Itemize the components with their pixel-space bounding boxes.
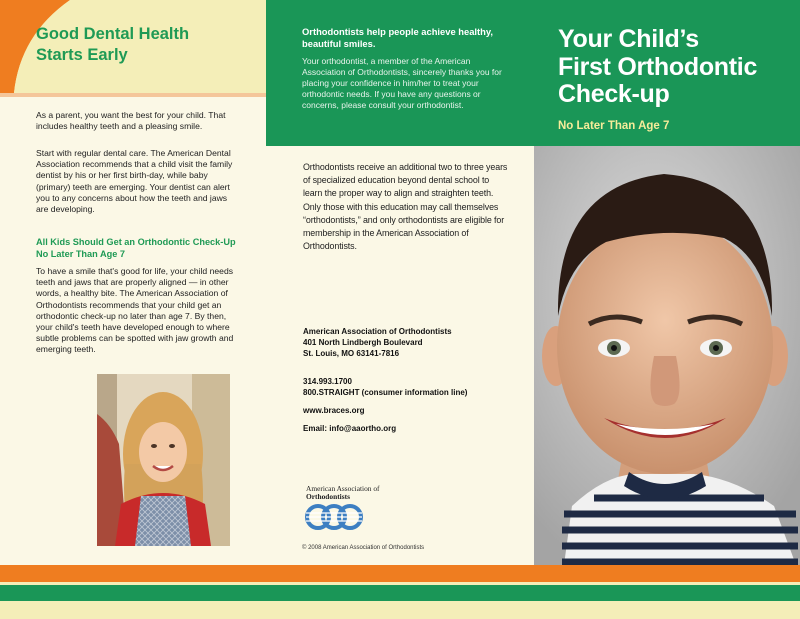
girl-illustration xyxy=(97,374,230,546)
cover-title xyxy=(558,26,757,109)
left-title-line1: Good Dental Health xyxy=(36,25,190,43)
address-street: 401 North Lindbergh Boulevard xyxy=(303,338,423,348)
left-header-rule xyxy=(0,93,266,97)
middle-education-paragraph: Orthodontists receive an additional two to three years of specialized education beyond dental school to learn the proper way to align and straighten teeth. Only those with this education may call themselves “orthodontists,” and only orthodontists are eligible for membership in the American Association of Orthodontists. xyxy=(303,162,508,252)
boy-illustration xyxy=(534,146,800,565)
left-subheading-line2: No Later Than Age 7 xyxy=(36,249,125,259)
left-intro-paragraph: As a parent, you want the best for your child. That includes healthy teeth and a pleasing smile. xyxy=(36,110,226,132)
phone-main: 314.993.1700 xyxy=(303,377,352,386)
left-subheading xyxy=(36,236,236,260)
left-subheading-line1: All Kids Should Get an Orthodontic Check-Up xyxy=(36,237,236,247)
bottom-green-stripe xyxy=(0,585,800,601)
website-link[interactable]: www.braces.org xyxy=(303,406,365,415)
email-link[interactable]: Email: info@aaortho.org xyxy=(303,424,397,433)
left-title xyxy=(36,24,189,66)
address-city: St. Louis, MO 63141-7816 xyxy=(303,349,400,359)
aao-logo-wordmark xyxy=(306,485,379,501)
left-title-line2: Starts Early xyxy=(36,46,128,64)
cover-title-line3: Check-up xyxy=(558,80,670,108)
aao-logo-icon xyxy=(304,502,364,532)
address-org: American Association of Orthodontists xyxy=(303,327,452,336)
phone-block xyxy=(303,376,467,398)
bottom-cream-stripe xyxy=(0,601,800,619)
cover-title-line1: Your Child’s xyxy=(558,25,699,53)
left-dental-care-paragraph: Start with regular dental care. The American Dental Association recommends that a child visit the family dentist by his or her first birth-day, while baby (primary) teeth are emerging. Your dentist can alert you to any concerns about how the teeth and jaws are developing. xyxy=(36,148,233,215)
middle-green-body: Your orthodontist, a member of the American Association of Orthodontists, sincerely thanks you for placing your confidence in him/her to treat your orthodontic needs. If you have any questions or concerns, please consult your orthodontist. xyxy=(302,56,502,110)
bottom-orange-stripe xyxy=(0,565,800,582)
phone-consumer-line: 800.STRAIGHT (consumer information line) xyxy=(303,388,468,398)
cover-title-line2: First Orthodontic xyxy=(558,52,758,81)
aao-address xyxy=(303,326,452,360)
boy-photo xyxy=(534,146,800,565)
middle-green-block xyxy=(266,0,534,146)
right-green-block xyxy=(534,0,800,146)
aao-logo-line2: Orthodontists xyxy=(306,492,350,501)
left-header-band xyxy=(0,0,266,93)
panel-left xyxy=(0,0,266,565)
aao-logo-line1: American Association of xyxy=(306,484,380,493)
middle-green-heading: Orthodontists help people achieve healthy, beautiful smiles. xyxy=(302,26,494,49)
girl-photo xyxy=(97,374,230,546)
copyright-notice: © 2008 American Association of Orthodontists xyxy=(302,545,425,551)
cover-subtitle: No Later Than Age 7 xyxy=(558,120,670,132)
left-checkup-paragraph: To have a smile that's good for life, your child needs teeth and jaws that are properly aligned — in other words, a healthy bite. The American Association of Orthodontists recommends that your child get an orthodontic check-up no later than age 7. By then, your child's teeth have developed enough to where subtle problems can be spotted with jaw growth and emerging teeth. xyxy=(36,266,234,355)
